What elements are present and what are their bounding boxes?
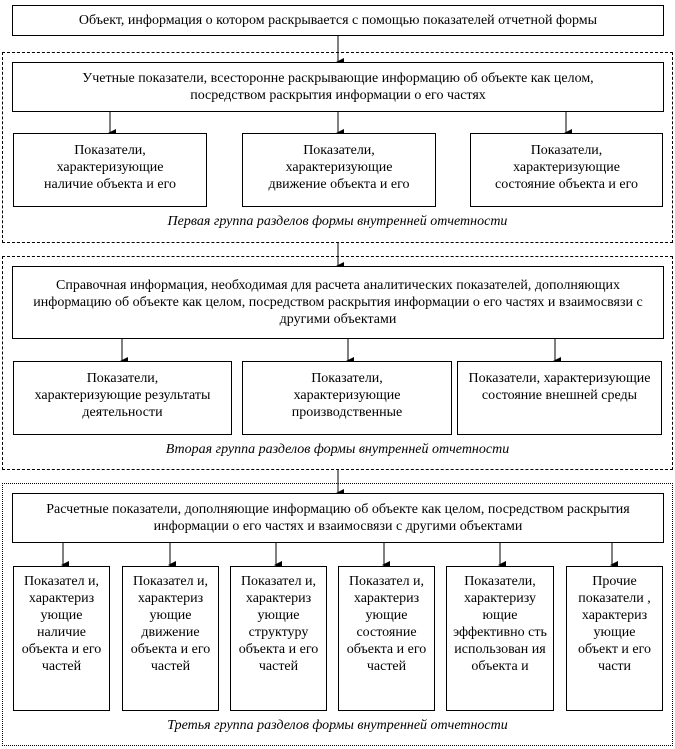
- group3-box-presence: [13, 566, 110, 711]
- group3-box-movement-text: Показател и, характериз ующие движение объекта и его частей: [130, 574, 211, 674]
- group1-header-text: Учетные показатели, всесторонне раскрывающие информацию об объекте как целом, посредством раскрытия информации о его частях: [82, 71, 594, 103]
- group3-header-box: [12, 493, 664, 543]
- group1-box-state: [470, 133, 663, 207]
- group2-box-results-text: Показатели, характеризующие результаты деятельности: [34, 371, 211, 420]
- group3-caption: Третья группа разделов формы внутренней отчетности: [167, 718, 508, 733]
- group1-box-presence-text: Показатели, характеризующие наличие объекта и его: [43, 143, 176, 192]
- group2-header-box: [12, 266, 664, 339]
- group1-box-presence: [13, 133, 207, 207]
- group3-box-state: [338, 566, 435, 711]
- group3-box-other-text: Прочие показатели , характериз ующие объект и его части: [577, 574, 652, 674]
- group3-box-presence-text: Показател и, характериз ующие наличие объекта и его частей: [21, 574, 102, 674]
- group3-box-structure-text: Показател и, характериз ующие структуру объекта и его частей: [238, 574, 319, 674]
- group1-box-state-text: Показатели, характеризующие состояние объекта и его: [494, 143, 639, 192]
- group1-box-movement-text: Показатели, характеризующие движение объекта и его: [268, 143, 410, 192]
- group3-header-text: Расчетные показатели, дополняющие информацию об объекте как целом, посредством раскрытия информации о его частях и взаимосвязи с другими объектами: [46, 502, 630, 534]
- group3-box-state-text: Показател и, характериз ующие состояние объекта и его частей: [346, 574, 427, 674]
- group2-box-production-text: Показатели, характеризующие производственные: [291, 371, 403, 420]
- top-object-text: Объект, информация о котором раскрывается с помощью показателей отчетной формы: [78, 13, 598, 28]
- group3-box-structure: [230, 566, 327, 711]
- group3-box-movement: [122, 566, 219, 711]
- group2-header-text: Справочная информация, необходимая для расчета аналитических показателей, дополняющих информацию об объекте как целом, посредством раскрытия информации о его частях и взаимосвязи с другими объектами: [33, 278, 643, 327]
- group2-caption: Вторая группа разделов формы внутренней отчетности: [165, 442, 510, 457]
- group2-box-production: [242, 361, 452, 435]
- group3-box-efficiency: [446, 566, 554, 711]
- group3-box-efficiency-text: Показатели, характеризу ющие эффективно сть использован ия объекта и: [453, 574, 547, 674]
- group1-caption: Первая группа разделов формы внутренней отчетности: [167, 214, 508, 229]
- top-object-box: [12, 5, 664, 36]
- group2-box-environment: [457, 361, 662, 435]
- group3-box-other: [566, 566, 663, 711]
- group2-box-results: [13, 361, 232, 435]
- group1-box-movement: [242, 133, 436, 207]
- group1-header-box: [12, 62, 664, 112]
- group2-box-environment-text: Показатели, характеризующие состояние внешней среды: [468, 371, 651, 403]
